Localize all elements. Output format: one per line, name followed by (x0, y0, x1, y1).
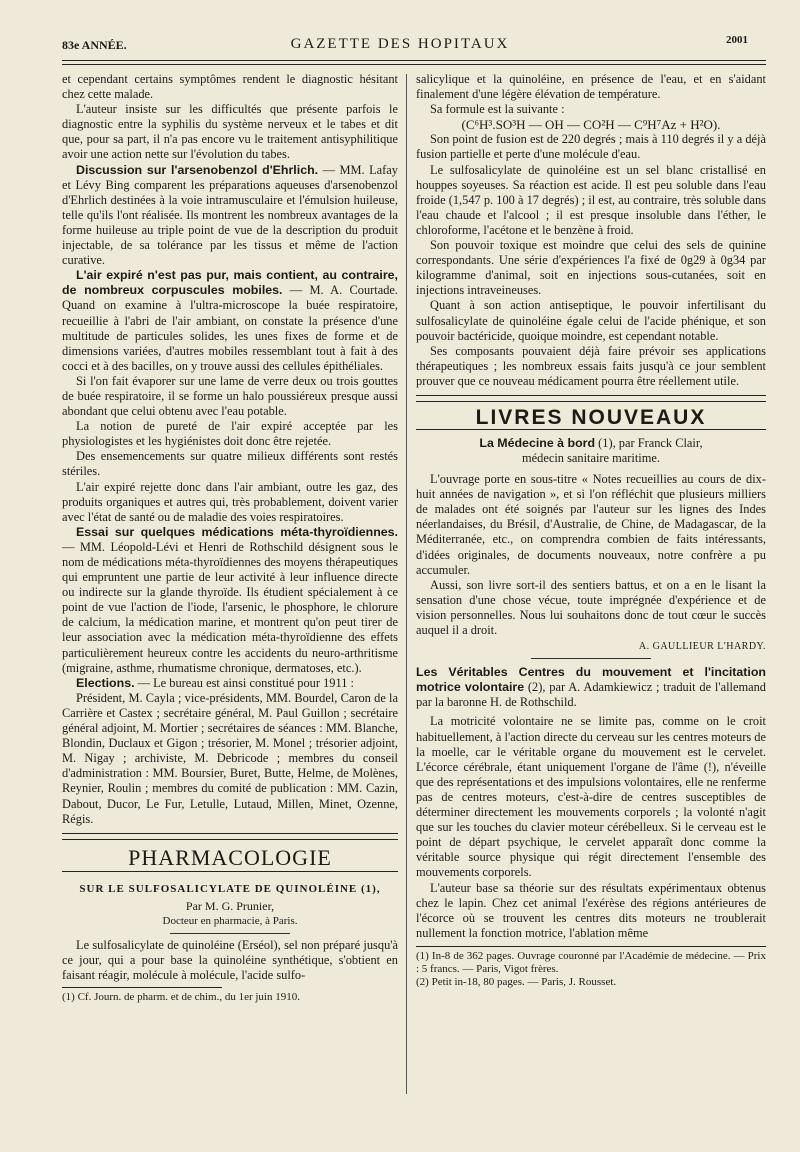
section-air-expire (62, 268, 398, 374)
paragraph: L'auteur base sa théorie sur des résultats expérimentaux obtenus chez le lapin. Chez cet animal l'exérèse des régions antérieures de l'écorce où se trouvent les centres dits moteurs ne troublerait nullement la fonction motrice, l'ablation même (416, 880, 766, 940)
section-discussion-arsenobenzol (62, 163, 398, 269)
book-author: (1), par Franck Clair, (595, 436, 703, 451)
section-text: — Le bureau est ainsi constitué pour 1911 : (134, 675, 354, 690)
left-column (62, 72, 398, 1004)
pharmacologie-title: PHARMACOLOGIE (128, 844, 332, 870)
paragraph: Son point de fusion est de 220 degrés ; mais à 110 degrés il y a déjà fusion partielle et perte d'une molécule d'eau. (416, 132, 766, 162)
footnote-rule (416, 946, 766, 947)
paragraph: La motricité volontaire ne se limite pas, comme on le croit habituellement, à l'action directe du cerveau sur les centres moteurs de la moelle, car le véritable organe du mouvement est le cervelet. L'écorce cérébrale, étant uniquement l'organe de l'âme (!), n'éveille que des représentations et des impulsions volontaires, elle ne renferme pas de centres moteurs, c'est-à-dire de centres susceptibles de déterminer directement les mouvements corporels ; la volonté n'agit que sur les touches du clavier moteur cérébelleux. Si le cerveau est le point de départ psychique, le cervelet apparaît donc comme la véritable source physique qui régit directement l'ensemble des mouvements corporels. (416, 714, 766, 880)
section-title: Essai sur quelques médications méta-thyroïdiennes. (76, 524, 398, 539)
book-author-role: médecin sanitaire maritime. (522, 451, 660, 466)
short-rule (531, 658, 651, 659)
section-title: Discussion sur l'arsenobenzol d'Ehrlich. (76, 162, 319, 177)
book-entry-title (416, 665, 766, 710)
header-year: 83e ANNÉE. (62, 38, 127, 52)
section-title: L'air expiré n'est pas pur, mais contient, au contraire, de nombreux corpuscules mobiles. (62, 268, 398, 298)
book-title: Les Véritables Centres du mouvement et l'incitation motrice volontaire (416, 665, 766, 695)
running-header (0, 34, 800, 56)
article-author-role: Docteur en pharmacie, à Paris. (162, 914, 298, 927)
footnote: (1) In-8 de 362 pages. Ouvrage couronné par l'Académie de médecine. — Prix : 5 francs. — Paris, Vigot frères. (416, 949, 766, 975)
header-page-number: 2001 (726, 34, 748, 46)
paragraph: L'auteur insiste sur les difficultés que présente parfois le diagnostic entre la syphilis du système nerveux et le tabes et dit que, pour sa part, il n'a pas encore vu le traitement antisyphilitique avoir une action nette sur l'évolution du tabes. (62, 102, 398, 162)
paragraph: salicylique et la quinoléine, en présence de l'eau, et en s'aidant finalement d'une légère élévation de température. (416, 72, 766, 102)
review-signature: A. GAULLIEUR L'HARDY. (638, 641, 766, 653)
article-title: SUR LE SULFOSALICYLATE DE QUINOLÉINE (1), (79, 882, 381, 895)
paragraph: Président, M. Cayla ; vice-présidents, MM. Bourdel, Caron de la Carrière et Castex ; secrétaire général, M. Paul Guillon ; secrétaire général adjoint, M. Mortier ; secrétaires de séances : MM. Blanche, Blondin, Duclaux et Gigon ; trésorier, M. Monel ; trésorier adjoint, M. Nigay ; archiviste, M. Debricode ; membres du conseil d'administration : MM. Boursier, Buret, Butte, Helme, de Molènes, Reynier, Roulin ; membres du comité de publication : MM. Cazin, Dabout, Ducor, Le Fur, Letulle, Lutaud, Millen, Minet, Ozenne, Régis. (62, 690, 398, 826)
column-divider (406, 74, 407, 1094)
paragraph: Si l'on fait évaporer sur une lame de verre deux ou trois gouttes de buée respiratoire, il se forme un halo poussiéreux presque aussi abondant que celui obtenu avec l'eau potable. (62, 373, 398, 419)
rule (416, 429, 766, 430)
paragraph: Son pouvoir toxique est moindre que celui des sels de quinine correspondants. Une série d'expériences l'a fixé de 0g29 à 0g34 par kilogramme d'animal, soit en injections sous-cutanées, soit en injections intraveineuses. (416, 238, 766, 298)
header-rule (62, 60, 766, 61)
double-rule (62, 833, 398, 840)
paragraph: L'ouvrage porte en sous-titre « Notes recueillies au cours de dix-huit années de navigation », et si l'on réfléchit que plusieurs milliers de malades ont été soignés par l'auteur sur les lignes des Indes néerlandaises, du Brésil, d'Australie, de Chine, de Madagascar, de la Méditerranée, etc., on comprendra combien de faits intéressants, d'idées originales, de documents nouveaux, notre confrère a pu accumuler. (416, 472, 766, 577)
paragraph: L'air expiré rejette donc dans l'air ambiant, outre les gaz, des produits organiques et autres qui, très probablement, doivent varier avec l'état de santé ou de maladie des voies respiratoires. (62, 479, 398, 524)
right-column (416, 72, 766, 989)
footnote: (1) Cf. Journ. de pharm. et de chim., du 1er juin 1910. (62, 991, 300, 1004)
chemical-formula: (C⁶H³.SO³H — OH — CO²H — C⁹H⁷Az + H²O). (461, 117, 721, 133)
header-rule-2 (62, 64, 766, 65)
livres-nouveaux-title: LIVRES NOUVEAUX (475, 405, 707, 429)
paragraph: Ses composants pouvaient déjà faire prévoir ses applications thérapeutiques ; les nombreux essais faits jusqu'à ce jour semblent prouver que ce nouveau médicament pourra être réellement utile. (416, 343, 766, 388)
section-text: — MM. Léopold-Lévi et Henri de Rothschild désignent sous le nom de médications méta-thyroïdiennes des moyens thérapeutiques qui empruntent une partie de leur activité à leur influence directe ou indirecte sur la glande thyroïde. Ils étudient spécialement à ce point de vue l'action de l'iode, l'arsenic, le phosphore, le chlorure de calcium, la médication marine, et montrent qu'on peut tirer de leur association avec la médication méta-thyroïdienne des effets particulièrement heureux contre les accidents du neuro-arthritisme (migraine, asthme, rhumatisme chronique, dermatoses, etc.). (62, 539, 398, 675)
section-text: — MM. Lafay et Lévy Bing comparent les préparations aqueuses d'arsenobenzol d'Ehrlich destinées à la voie intramusculaire et l'émulsion huileuse, telle qu'ils l'ont réalisée. Ils montrent les nombreux avantages de la forme huileuse au triple point de vue de la description du produit injectable, de sa tolérance par les tissus et même de l'action curative. (62, 162, 398, 268)
section-text: — M. A. Courtade. Quand on examine à l'ultra-microscope la buée respiratoire, recueillie à l'abri de l'air ambiant, on constate la présence d'une multitude de particules solides, les unes fixes de forme et de dimensions variées, d'autres mobiles ressemblant tout à fait à des cocci et à des bacilles, on y trouve aussi des cellules épithéliales. (62, 283, 398, 373)
article-author: Par M. G. Prunier, (185, 898, 275, 913)
section-elections (62, 676, 398, 691)
section-meta-thyroidiennes (62, 525, 398, 676)
paragraph: Sa formule est la suivante : (430, 102, 565, 117)
paragraph: Quant à son action antiseptique, le pouvoir infertilisant du sulfosalicylate de quinoléine égale celui de l'acide phénique, et son pouvoir bactéricide, quoique moindre, est cependant notable. (416, 298, 766, 343)
paragraph: Aussi, son livre sort-il des sentiers battus, et on a en le lisant la sensation d'une chose vécue, toute imprégnée d'expérience et de vision personnelles. Nous lui souhaitons donc de tout cœur le succès auquel il a droit. (416, 577, 766, 637)
rule (62, 871, 398, 872)
section-title: Elections. (76, 675, 135, 690)
book-author: (2), par A. Adamkiewicz ; traduit de l'allemand par la baronne H. de Rothschild. (416, 680, 766, 710)
book-entry-title (416, 436, 766, 466)
footnote: (2) Petit in-18, 80 pages. — Paris, J. Rousset. (416, 975, 617, 988)
paragraph: Le sulfosalicylate de quinoléine est un sel blanc cristallisé en houppes soyeuses. Sa réaction est acide. Il est peu soluble dans l'eau froide (1,547 p. 100 à 17 degrés) ; il est, au contraire, très soluble dans l'eau chaude et l'alcool ; il est presque insoluble dans l'éther, le chloroforme, l'acétone et le benzène à froid. (416, 162, 766, 237)
paragraph: Des ensemencements sur quatre milieux différents sont restés stériles. (62, 449, 398, 479)
paragraph: La notion de pureté de l'air expiré acceptée par les physiologistes et les hygiénistes doit donc être rejetée. (62, 419, 398, 449)
paragraph: et cependant certains symptômes rendent le diagnostic hésitant chez cette malade. (62, 72, 398, 102)
double-rule (416, 395, 766, 402)
short-rule (170, 933, 290, 934)
paragraph: Le sulfosalicylate de quinoléine (Erséol), sel non préparé jusqu'à ce jour, qui a pour base la quinoléine synthétique, s'obtient en faisant réagir, molécule à molécule, l'acide sulfo- (62, 938, 398, 983)
book-title: La Médecine à bord (479, 436, 596, 451)
footnote-rule (62, 987, 222, 988)
header-journal-title: GAZETTE DES HOPITAUX (290, 36, 510, 52)
